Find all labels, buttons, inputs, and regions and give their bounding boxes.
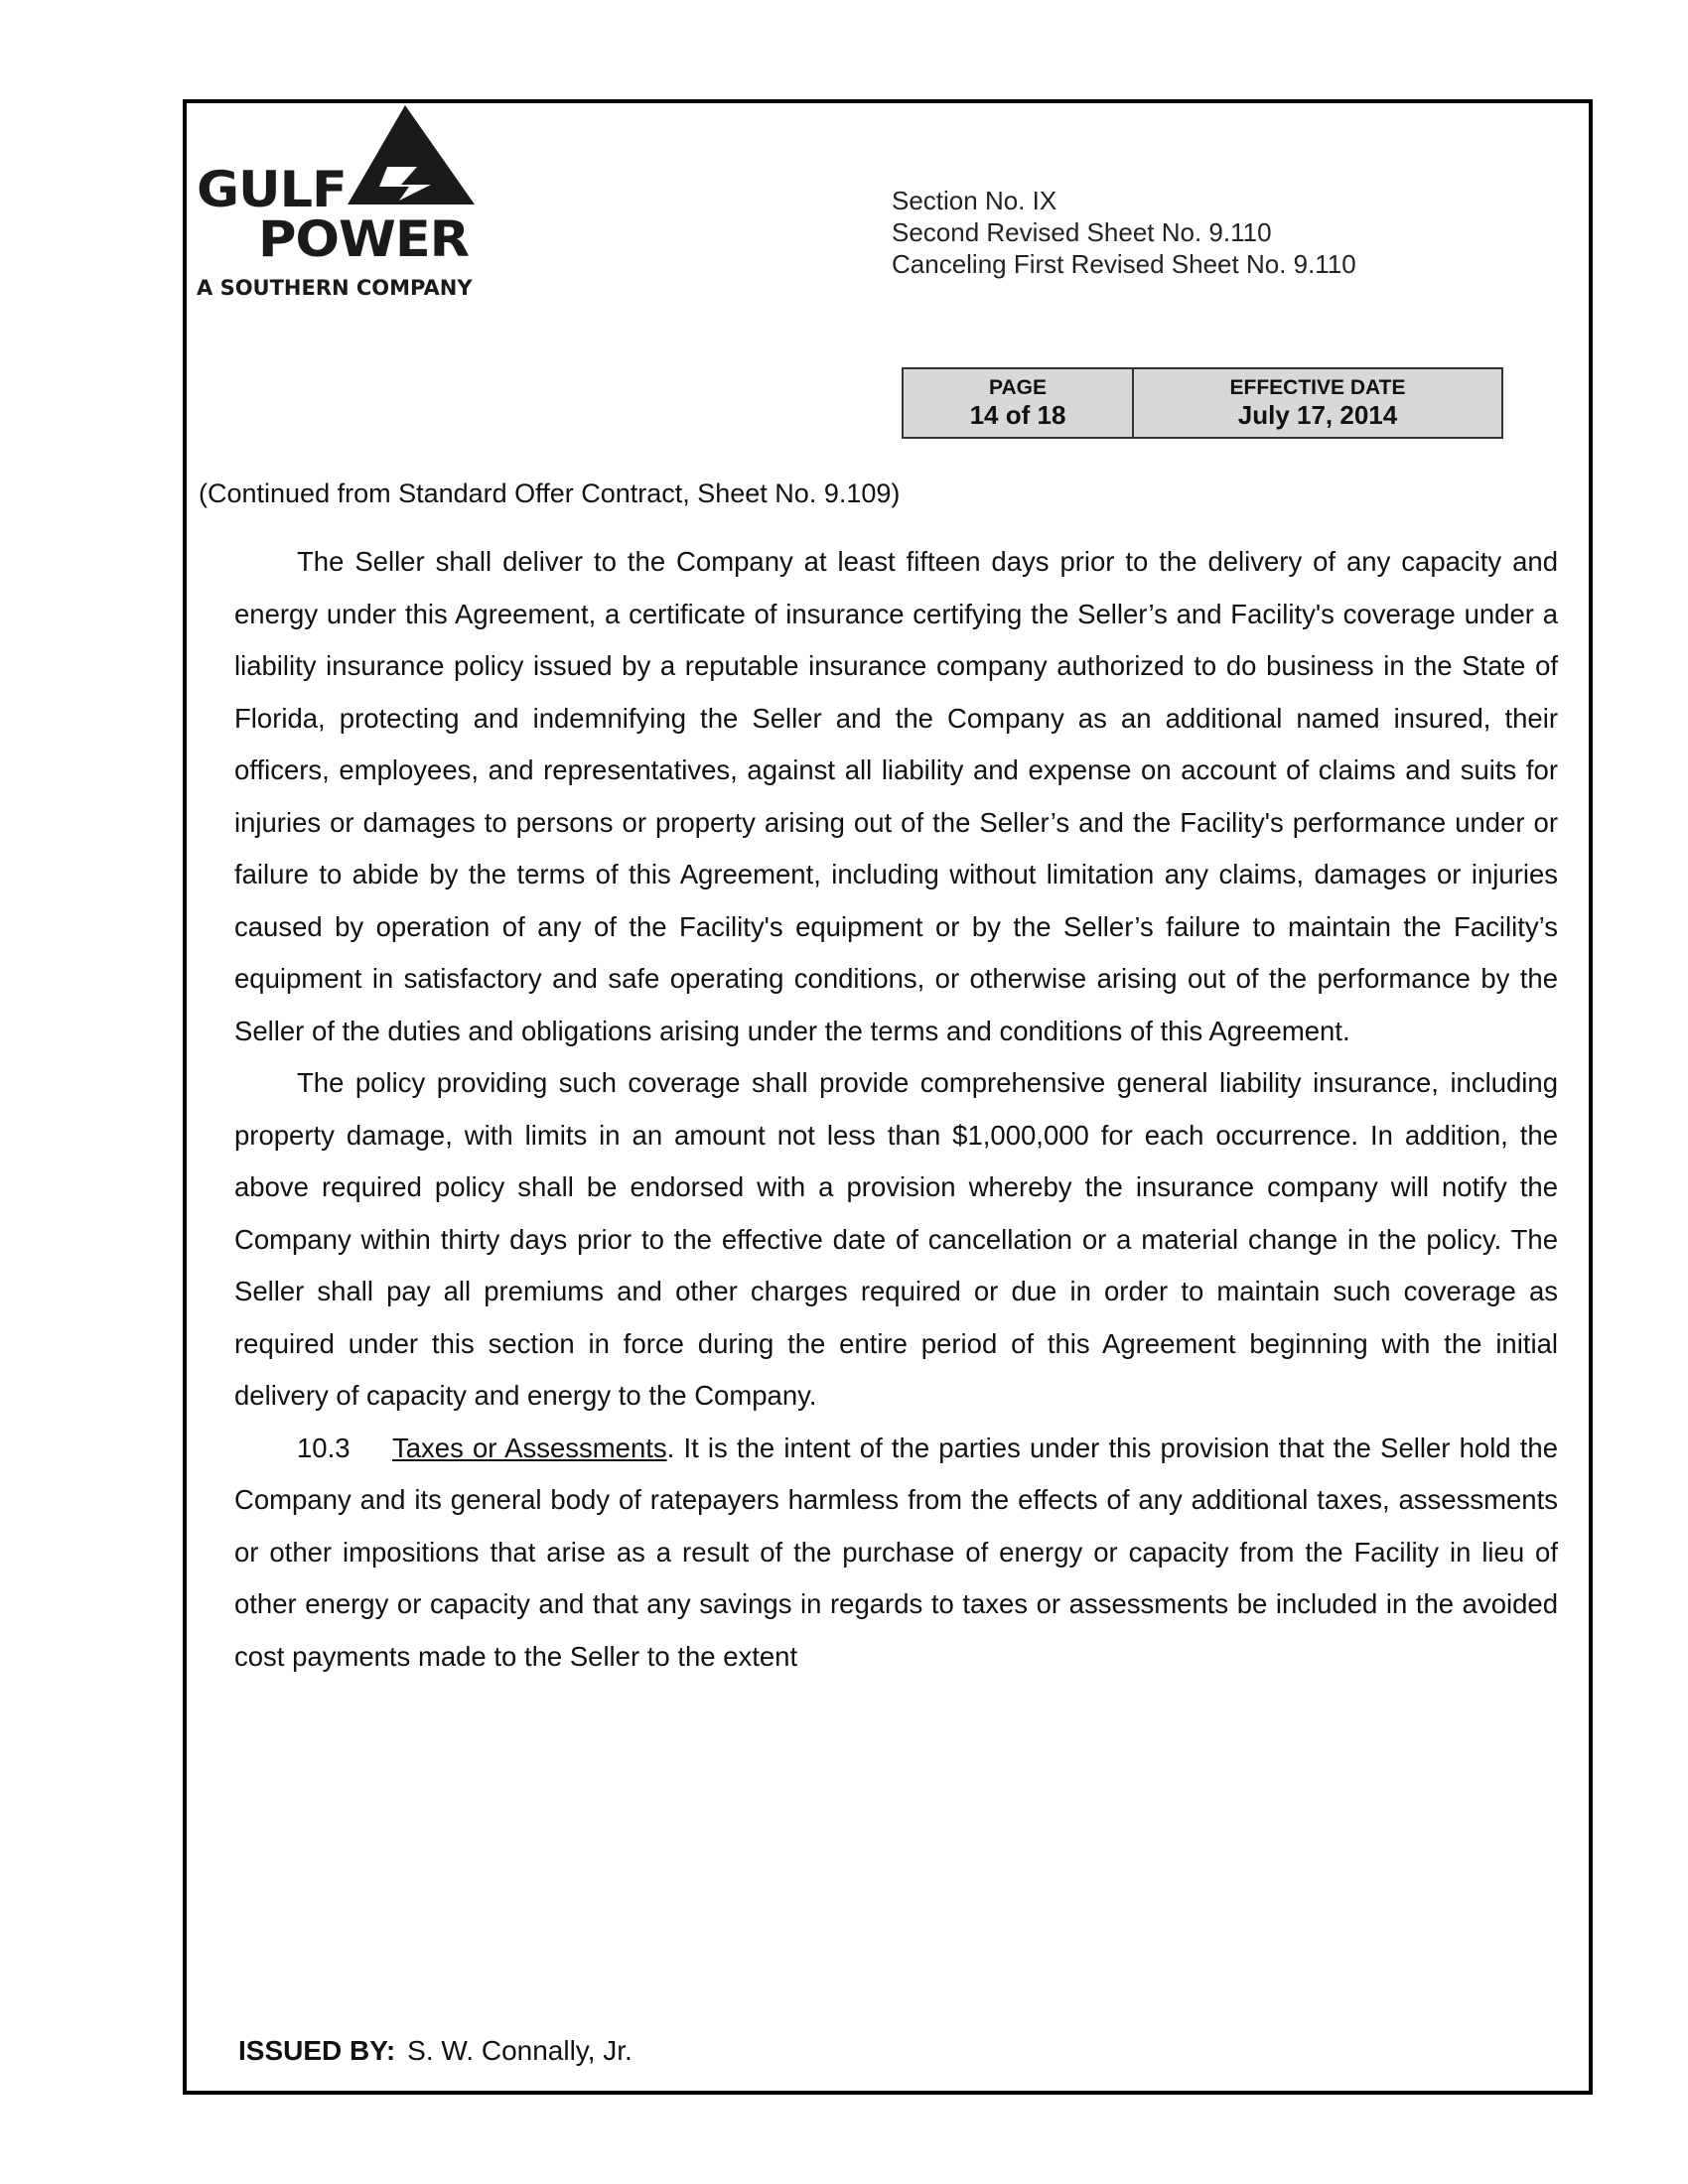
gulf-power-logo [197,105,524,304]
issued-by-name: S. W. Connally, Jr. [407,2035,633,2066]
section-number-10-3: 10.3 [297,1432,351,1463]
canceling-sheet-number: Canceling First Revised Sheet No. 9.110 [892,249,1356,279]
paragraph-policy-coverage: The policy providing such coverage shall provide comprehensive general liability insurance, including property damage, with limits in an amount not less than $1,000,000 for each occurrence. In addition, the above required policy shall be endorsed with a provision whereby the insurance company will notify the Company within thirty days prior to the effective date of cancellation or a material change in the policy. The Seller shall pay all premiums and other charges required or due in order to maintain such coverage as required under this section in force during the entire period of this Agreement beginning with the initial delivery of capacity and energy to the Company. [234,1067,1558,1411]
effective-date-value: July 17, 2014 [1237,400,1398,430]
effective-date-cell [1133,368,1502,438]
paragraph-taxes-text: . It is the intent of the parties under this provision that the Seller hold the Company and its general body of ratepayers harmless from the effects of any additional taxes, assessments or other impositions that arise as a result of the purchase of energy or capacity from the Facility in lieu of other energy or capacity and that any savings in regards to taxes or assessments be included in the avoided cost payments made to the Seller to the extent [234,1432,1558,1672]
continued-note: (Continued from Standard Offer Contract, Sheet No. 9.109) [199,478,901,508]
section-title-taxes: Taxes or Assessments [392,1432,667,1463]
logo-southern-company-text: A SOUTHERN COMPANY [197,276,473,300]
page-label: PAGE [989,376,1047,399]
revised-sheet-number: Second Revised Sheet No. 9.110 [892,217,1272,247]
issued-by-label: ISSUED BY: [238,2035,396,2066]
paragraph-taxes [234,1423,1558,1684]
paragraph-insurance-certificate: The Seller shall deliver to the Company at least fifteen days prior to the delivery of any capacity and energy under this Agreement, a certificate of insurance certifying the Seller’s and Facility's coverage under a liability insurance policy issued by a reputable insurance company authorized to do business in the State of Florida, protecting and indemnifying the Seller and the Company as an additional named insured, their officers, employees, and representatives, against all liability and expense on account of claims and suits for injuries or damages to persons or property arising out of the Seller’s and the Facility's performance under or failure to abide by the terms of this Agreement, including without limitation any claims, damages or injuries caused by operation of any of the Facility's equipment or by the Seller’s failure to maintain the Facility’s equipment in satisfactory and safe operating conditions, or otherwise arising out of the performance by the Seller of the duties and obligations arising under the terms and conditions of this Agreement. [234,546,1558,1046]
issued-by [238,2035,633,2067]
contract-body [234,536,1558,1683]
page-date-table [902,367,1503,439]
section-number: Section No. IX [892,186,1057,215]
page-value: 14 of 18 [969,400,1066,430]
page-cell [903,368,1133,438]
logo-gulf-text: GULF [197,161,347,218]
sheet-info [892,185,1356,280]
triangle-logo-icon [348,105,487,214]
logo-power-text: POWER [258,210,470,268]
effective-date-label: EFFECTIVE DATE [1229,376,1406,399]
